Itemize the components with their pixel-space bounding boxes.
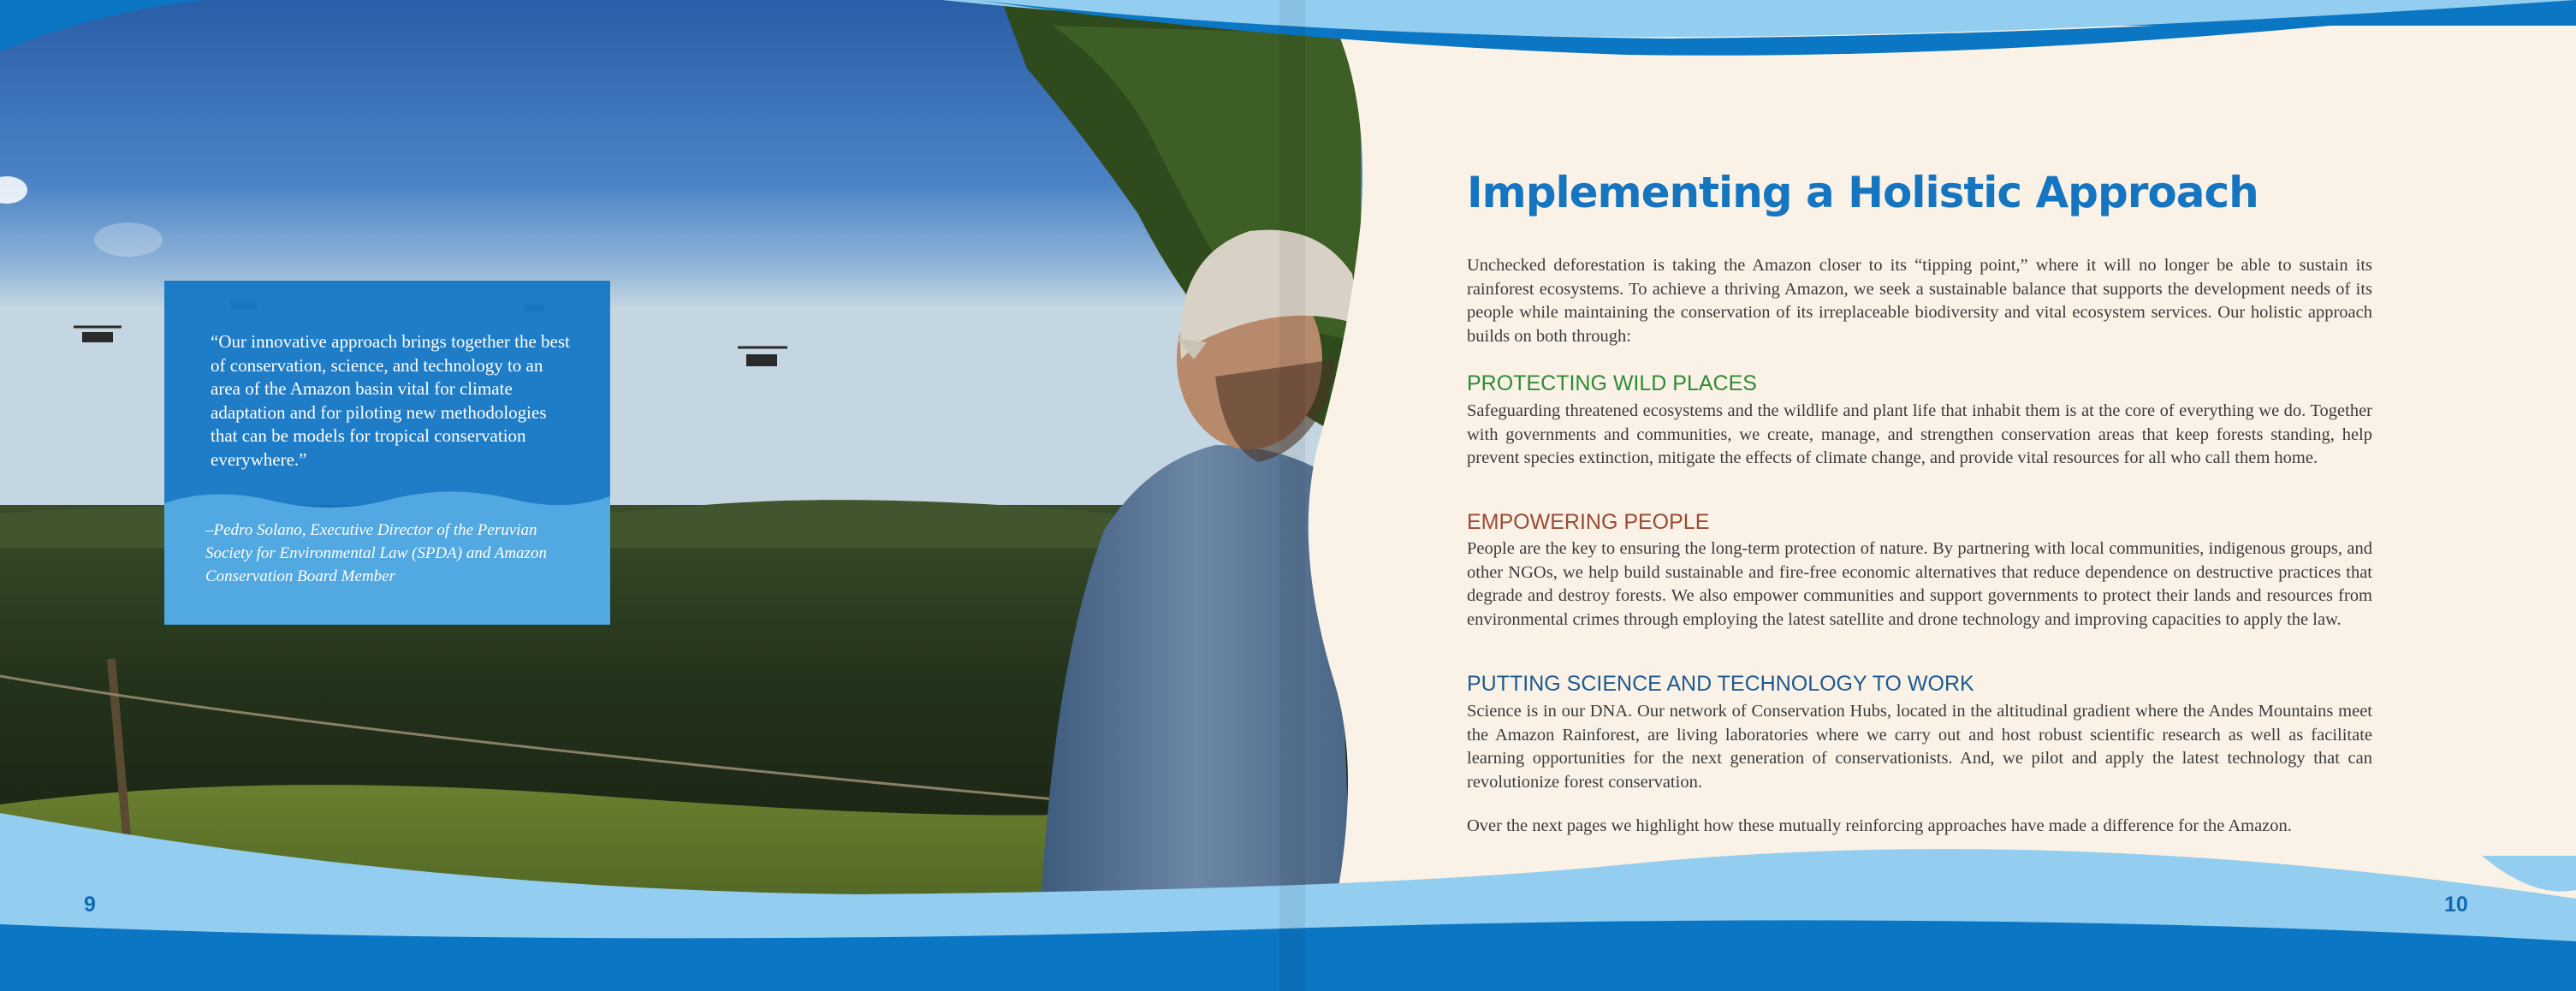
intro-paragraph: Unchecked deforestation is taking the Amazon closer to its “tipping point,” where it will no longer be able to sustain its rainforest ecosystems. To achieve a thriving Amazon, we seek a sustainable balance that supports the development needs of its people while maintaining the conservation of its irreplaceable biodiversity and vital ecosystem services. Our holistic approach builds on both through: (1467, 256, 2372, 346)
section-title-science: PUTTING SCIENCE AND TECHNOLOGY TO WORK (1467, 672, 1974, 696)
page-number-left: 9 (84, 893, 96, 917)
section-body-science: Science is in our DNA. Our network of Conservation Hubs, located in the altitudinal gradient where the Andes Mountains meet the Amazon Rainforest, are living laboratories where we carry out and host robust scientific research as well as facilitate learning opportunities for the next generation of conservationists. And, we pilot and apply the latest technology that can revolutionize forest conservation. (1467, 702, 2372, 792)
page-number-right: 10 (2444, 893, 2468, 917)
page-title: Implementing a Holistic Approach (1467, 168, 2258, 217)
section-body-protecting: Safeguarding threatened ecosystems and the wildlife and plant life that inhabit them is at the core of everything we do. Together with governments and communities, we create, manage, and strengthen conservation areas that keep forests standing, help prevent species extinction, mitigate the effects of climate change, and provide vital resources for all who call them home. (1467, 401, 2372, 468)
section-body-empowering: People are the key to ensuring the long-term protection of nature. By partnering with local communities, indigenous groups, and other NGOs, we help build sustainable and fire-free economic alternatives that reduce dependence on destructive practices that degrade and destroy forests. We also empower communities and support governments to protect their lands and resources from environmental crimes through employing the latest satellite and drone technology and improving capacities to apply the law. (1467, 539, 2372, 629)
quote-attribution: –Pedro Solano, Executive Director of the Peruvian Society for Environmental Law (SPDA) and Amazon Conservation Board Member (205, 521, 547, 585)
section-title-protecting: PROTECTING WILD PLACES (1467, 371, 1757, 395)
closing-paragraph: Over the next pages we highlight how these mutually reinforcing approaches have made a difference for the Amazon. (1467, 816, 2292, 835)
quote-box (164, 281, 610, 625)
quote-text: “Our innovative approach brings together the best of conservation, science, and technology to an area of the Amazon basin vital for climate adaptation and for piloting new methodologies that can be models for tropical conservation everywhere.” (211, 331, 570, 470)
section-title-empowering: EMPOWERING PEOPLE (1467, 510, 1710, 534)
